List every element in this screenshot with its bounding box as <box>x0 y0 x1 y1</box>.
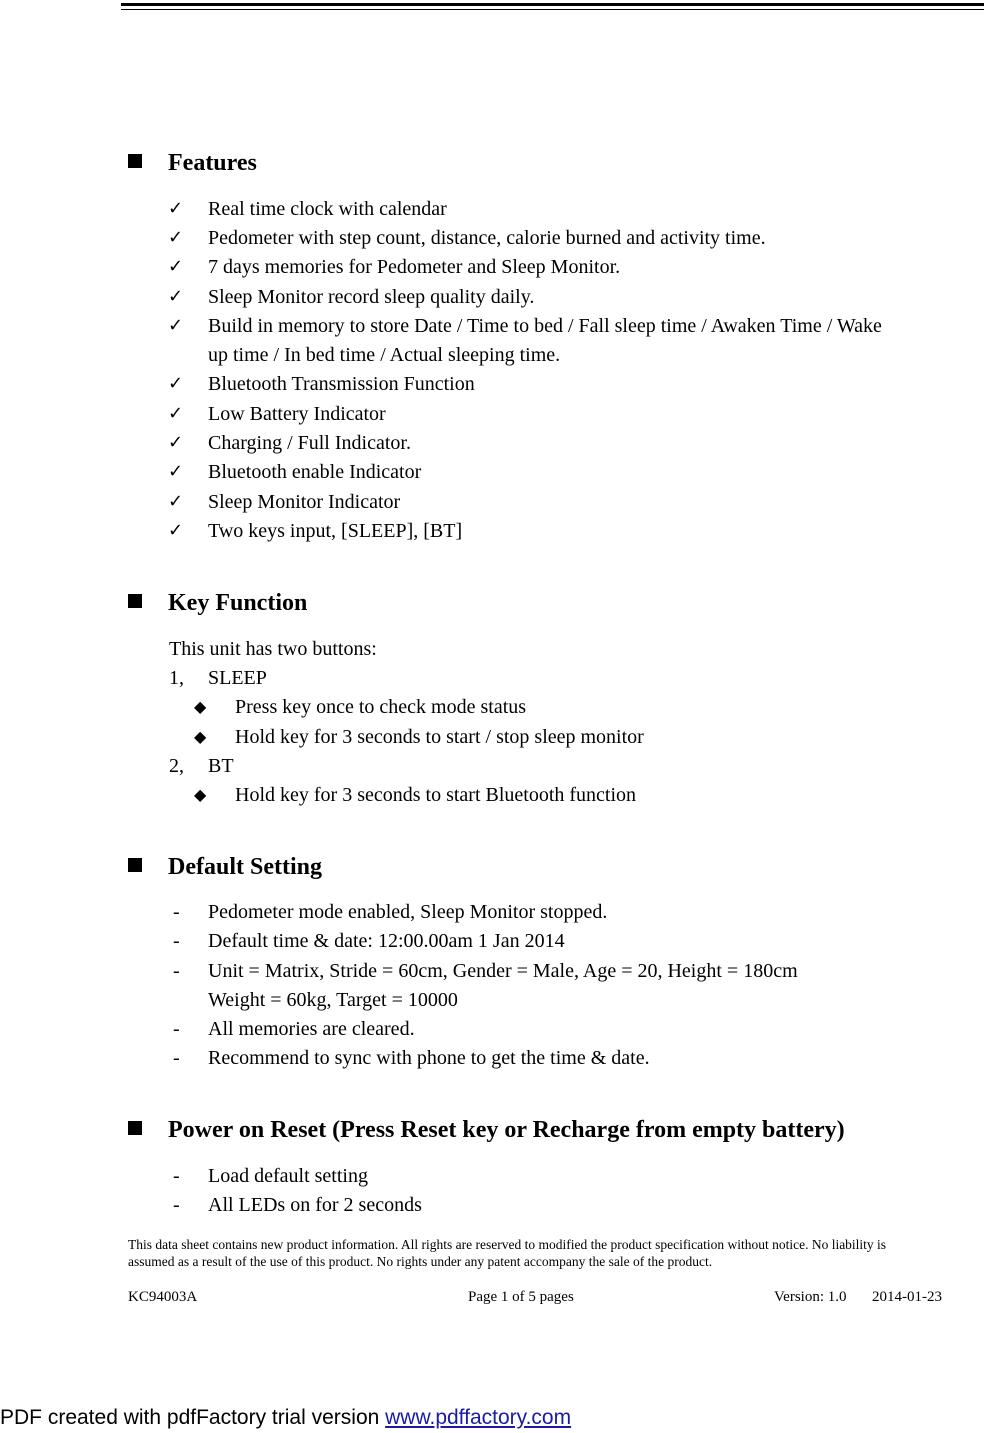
feature-item: Real time clock with calendar <box>208 198 447 220</box>
check-icon: ✓ <box>168 315 184 336</box>
feature-item-continued: up time / In bed time / Actual sleeping time. <box>208 344 561 366</box>
default-item-continued: Weight = 60kg, Target = 10000 <box>208 989 458 1011</box>
check-icon: ✓ <box>168 403 184 424</box>
pdf-creator-banner <box>0 1406 571 1430</box>
square-bullet-icon <box>128 594 142 608</box>
feature-item: Bluetooth enable Indicator <box>208 461 422 483</box>
doc-code: KC94003A <box>128 1289 198 1305</box>
header-rule <box>121 3 984 10</box>
key-point: Hold key for 3 seconds to start Bluetooth function <box>235 784 637 806</box>
check-icon: ✓ <box>168 198 184 219</box>
diamond-bullet-icon: ◆ <box>194 727 207 746</box>
disclaimer-line: This data sheet contains new product information. All rights are reserved to modified the product specification without notice. No liability is <box>128 1237 887 1252</box>
dash-bullet: - <box>173 901 180 923</box>
key-name-sleep: SLEEP <box>208 667 267 689</box>
default-item: Default time & date: 12:00.00am 1 Jan 2014 <box>208 930 565 952</box>
check-icon: ✓ <box>168 286 184 307</box>
check-icon: ✓ <box>168 520 184 541</box>
check-icon: ✓ <box>168 432 184 453</box>
square-bullet-icon <box>128 1121 142 1135</box>
pdffactory-link[interactable]: www.pdffactory.com <box>385 1406 572 1429</box>
key-number: 2, <box>169 755 184 777</box>
square-bullet-icon <box>128 858 142 872</box>
default-item: Recommend to sync with phone to get the time & date. <box>208 1047 650 1069</box>
feature-item: Sleep Monitor Indicator <box>208 491 401 513</box>
key-function-intro: This unit has two buttons: <box>169 638 377 660</box>
key-point: Press key once to check mode status <box>235 696 527 718</box>
default-setting-heading: Default Setting <box>128 854 322 881</box>
diamond-bullet-icon: ◆ <box>194 785 207 804</box>
dash-bullet: - <box>173 930 180 952</box>
check-icon: ✓ <box>168 491 184 512</box>
reset-item: All LEDs on for 2 seconds <box>208 1194 422 1216</box>
diamond-bullet-icon: ◆ <box>194 697 207 716</box>
feature-item: Charging / Full Indicator. <box>208 432 411 454</box>
power-reset-heading: Power on Reset (Press Reset key or Recharge from empty battery) <box>128 1117 845 1144</box>
key-name-bt: BT <box>208 755 234 777</box>
pdf-banner-text: PDF created with pdfFactory trial version <box>0 1406 386 1429</box>
check-icon: ✓ <box>168 256 184 277</box>
page-number: Page 1 of 5 pages <box>468 1289 574 1305</box>
key-number: 1, <box>169 667 184 689</box>
check-icon: ✓ <box>168 461 184 482</box>
default-item: Pedometer mode enabled, Sleep Monitor stopped. <box>208 901 608 923</box>
disclaimer-line: assumed as a result of the use of this product. No rights under any patent accompany the sale of the product. <box>128 1254 713 1269</box>
dash-bullet: - <box>173 1194 180 1216</box>
check-icon: ✓ <box>168 227 184 248</box>
doc-date: 2014-01-23 <box>872 1289 942 1305</box>
reset-item: Load default setting <box>208 1165 368 1187</box>
default-item: All memories are cleared. <box>208 1018 415 1040</box>
square-bullet-icon <box>128 154 142 168</box>
key-point: Hold key for 3 seconds to start / stop sleep monitor <box>235 726 644 748</box>
check-icon: ✓ <box>168 373 184 394</box>
features-heading: Features <box>128 150 257 177</box>
feature-item: Low Battery Indicator <box>208 403 386 425</box>
dash-bullet: - <box>173 960 180 982</box>
key-function-heading: Key Function <box>128 590 307 617</box>
feature-item: Bluetooth Transmission Function <box>208 373 475 395</box>
feature-item: Build in memory to store Date / Time to bed / Fall sleep time / Awaken Time / Wake <box>208 315 882 337</box>
feature-item: Sleep Monitor record sleep quality daily. <box>208 286 535 308</box>
feature-item: 7 days memories for Pedometer and Sleep Monitor. <box>208 256 621 278</box>
dash-bullet: - <box>173 1018 180 1040</box>
feature-item: Two keys input, [SLEEP], [BT] <box>208 520 463 542</box>
dash-bullet: - <box>173 1047 180 1069</box>
version-label: Version: 1.0 <box>774 1289 847 1305</box>
default-item: Unit = Matrix, Stride = 60cm, Gender = Male, Age = 20, Height = 180cm <box>208 960 798 982</box>
dash-bullet: - <box>173 1165 180 1187</box>
feature-item: Pedometer with step count, distance, calorie burned and activity time. <box>208 227 766 249</box>
